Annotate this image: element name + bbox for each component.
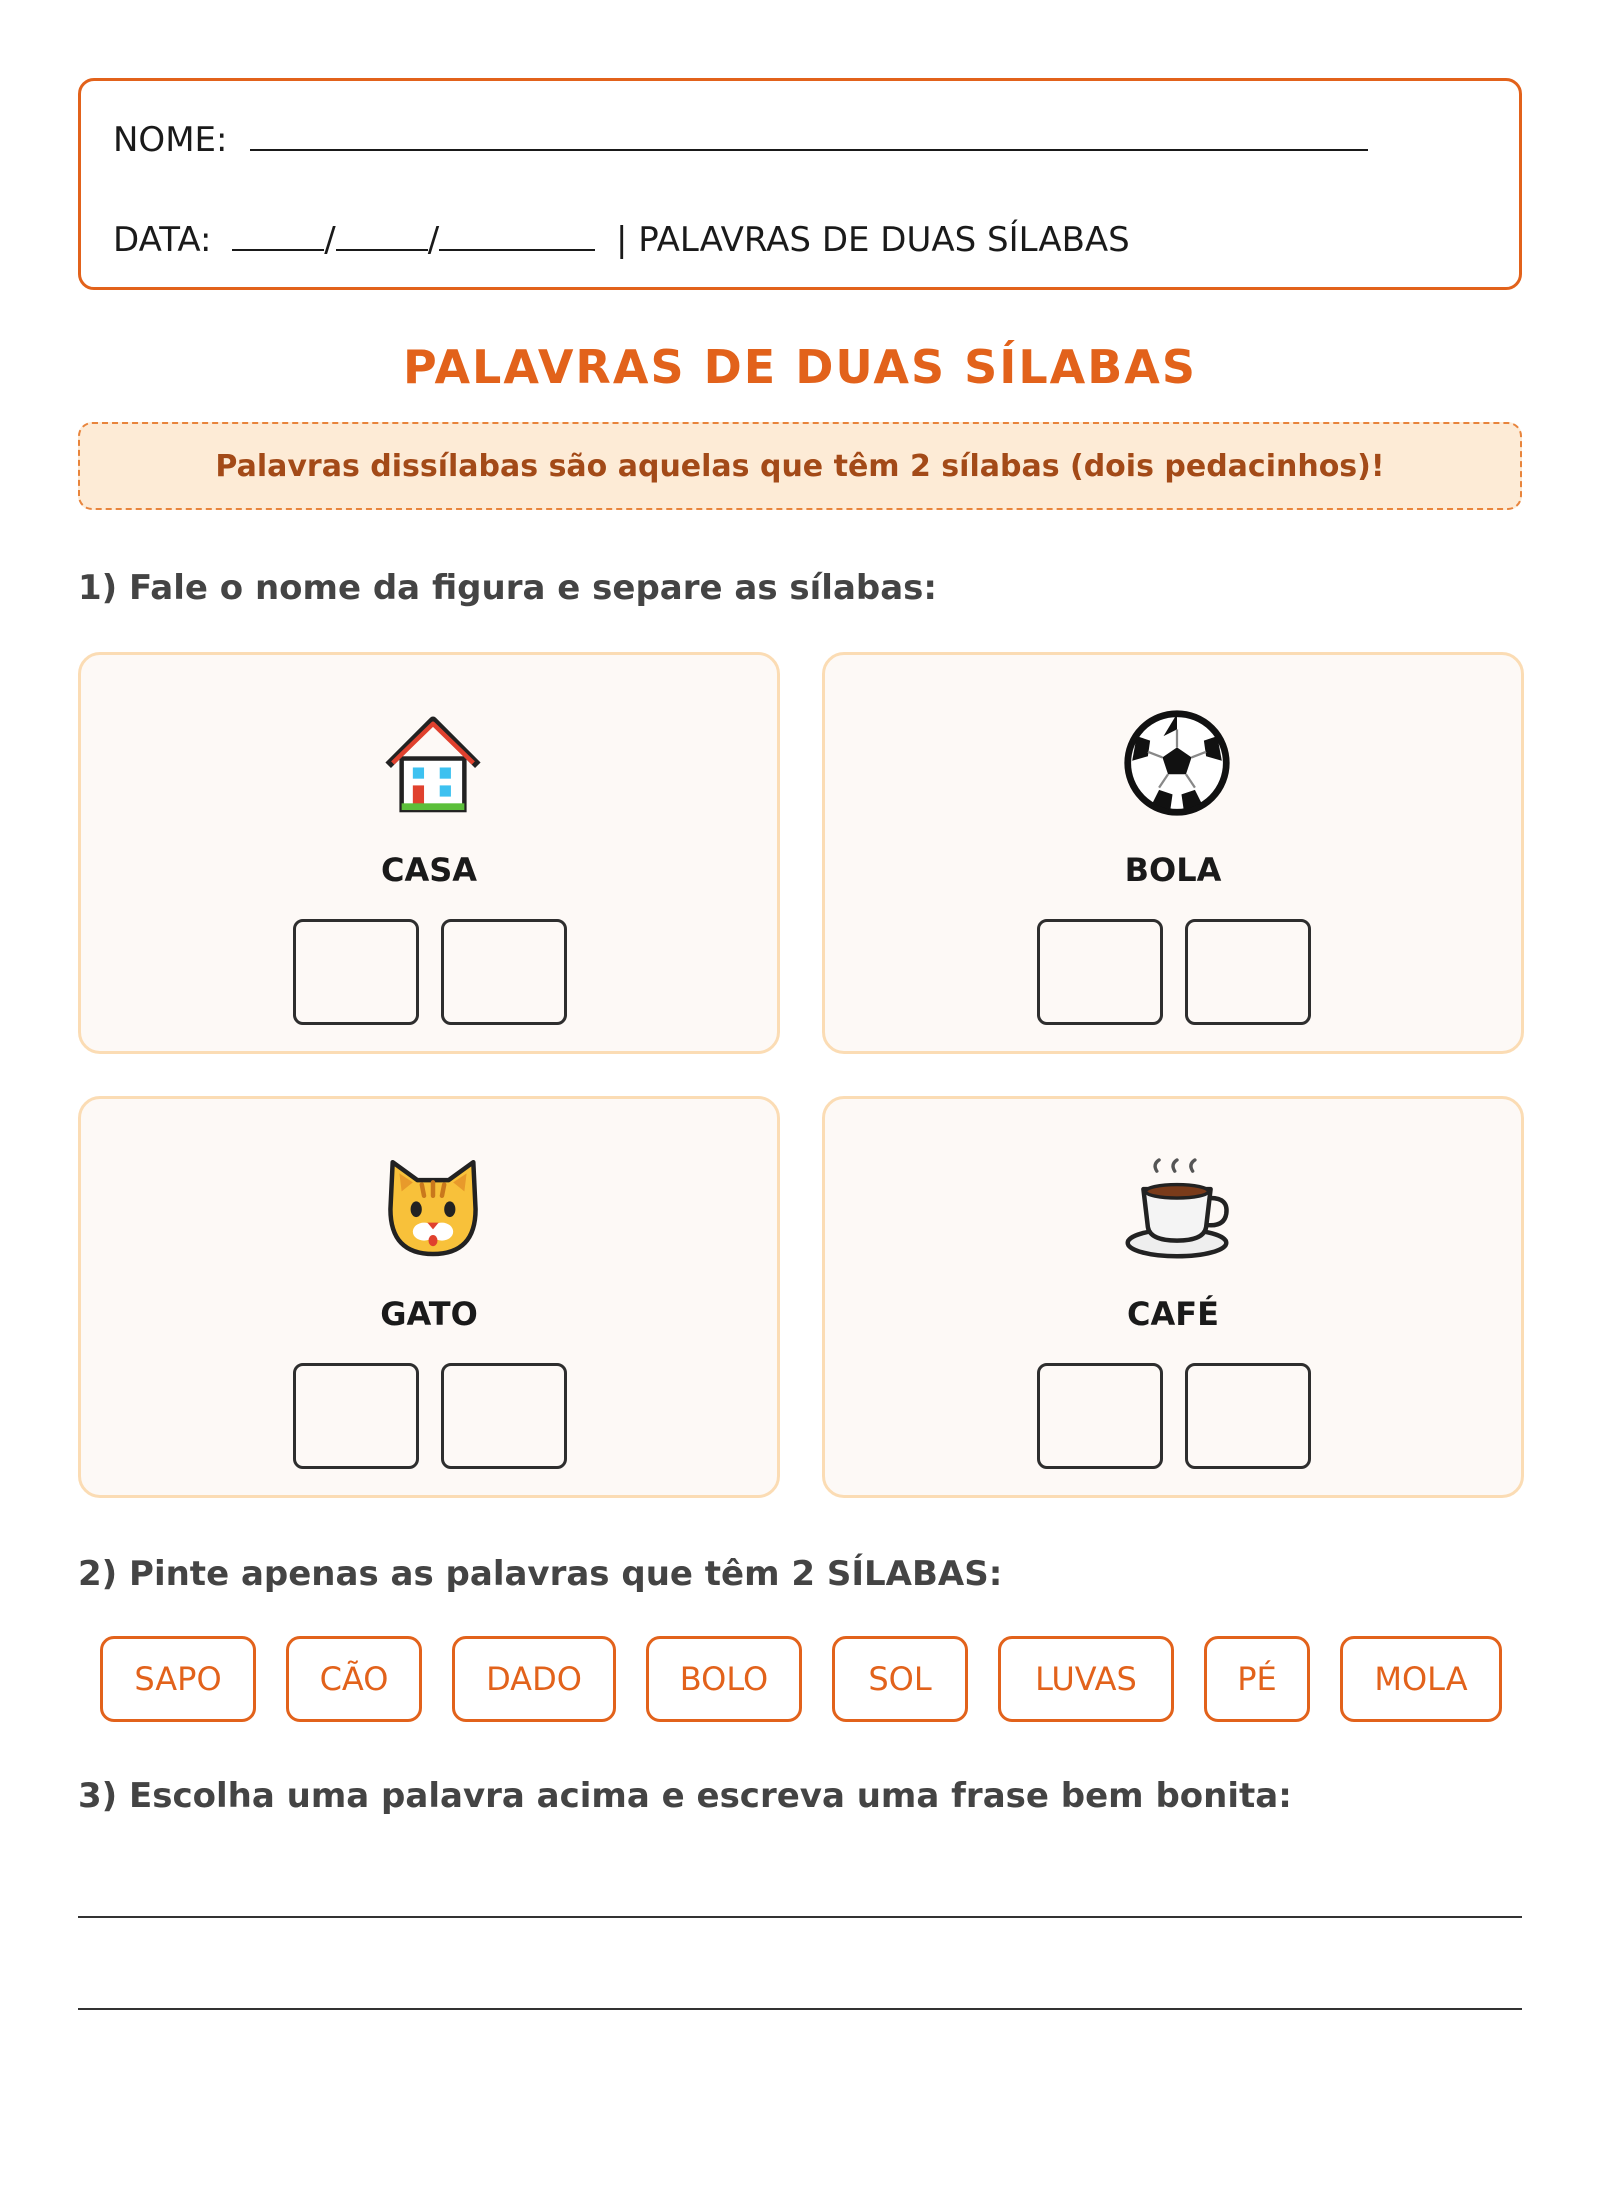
syllable-box[interactable] <box>293 1363 419 1469</box>
syllable-card <box>78 652 780 1054</box>
syllable-box[interactable] <box>1037 1363 1163 1469</box>
word-chip[interactable]: CÃO <box>286 1636 422 1722</box>
word-chip[interactable]: SAPO <box>100 1636 256 1722</box>
writing-line[interactable] <box>78 2008 1522 2010</box>
date-year-field[interactable] <box>439 219 595 251</box>
cat-face-icon <box>377 1151 489 1263</box>
card-word: CAFÉ <box>1127 1295 1219 1333</box>
syllable-card <box>822 652 1524 1054</box>
coffee-cup-icon <box>1121 1151 1233 1263</box>
word-chip[interactable]: SOL <box>832 1636 968 1722</box>
syllable-box[interactable] <box>441 1363 567 1469</box>
worksheet-topic: | PALAVRAS DE DUAS SÍLABAS <box>616 220 1130 260</box>
word-chip[interactable]: LUVAS <box>998 1636 1174 1722</box>
syllable-box[interactable] <box>1185 1363 1311 1469</box>
date-separator: / <box>427 220 440 260</box>
date-label: DATA: <box>113 220 212 260</box>
question-3: 3) Escolha uma palavra acima e escreva uma frase bem bonita: <box>78 1776 1292 1816</box>
name-label: NOME: <box>113 120 228 160</box>
name-field[interactable] <box>250 119 1368 151</box>
writing-line[interactable] <box>78 1916 1522 1918</box>
date-row <box>113 219 1130 260</box>
info-text: Palavras dissílabas são aquelas que têm 2 sílabas (dois pedacinhos)! <box>215 448 1385 484</box>
syllable-box[interactable] <box>1185 919 1311 1025</box>
name-row <box>113 119 1368 160</box>
syllable-box[interactable] <box>441 919 567 1025</box>
question-2: 2) Pinte apenas as palavras que têm 2 SÍLABAS: <box>78 1554 1003 1594</box>
word-chip[interactable]: DADO <box>452 1636 616 1722</box>
syllable-card <box>78 1096 780 1498</box>
question-1: 1) Fale o nome da figura e separe as sílabas: <box>78 568 938 608</box>
page-title: PALAVRAS DE DUAS SÍLABAS <box>402 340 1198 394</box>
info-box <box>78 422 1522 510</box>
student-info-box <box>78 78 1522 290</box>
syllable-box[interactable] <box>293 919 419 1025</box>
syllable-card <box>822 1096 1524 1498</box>
syllable-box[interactable] <box>1037 919 1163 1025</box>
card-word: CASA <box>380 851 478 889</box>
house-icon <box>377 707 489 819</box>
date-day-field[interactable] <box>232 219 324 251</box>
word-chip[interactable]: PÉ <box>1204 1636 1310 1722</box>
card-word: GATO <box>380 1295 478 1333</box>
word-chip[interactable]: BOLO <box>646 1636 802 1722</box>
date-month-field[interactable] <box>336 219 428 251</box>
date-separator: / <box>324 220 336 260</box>
soccer-ball-icon <box>1121 707 1233 819</box>
word-chip[interactable]: MOLA <box>1340 1636 1502 1722</box>
card-word: BOLA <box>1124 851 1222 889</box>
